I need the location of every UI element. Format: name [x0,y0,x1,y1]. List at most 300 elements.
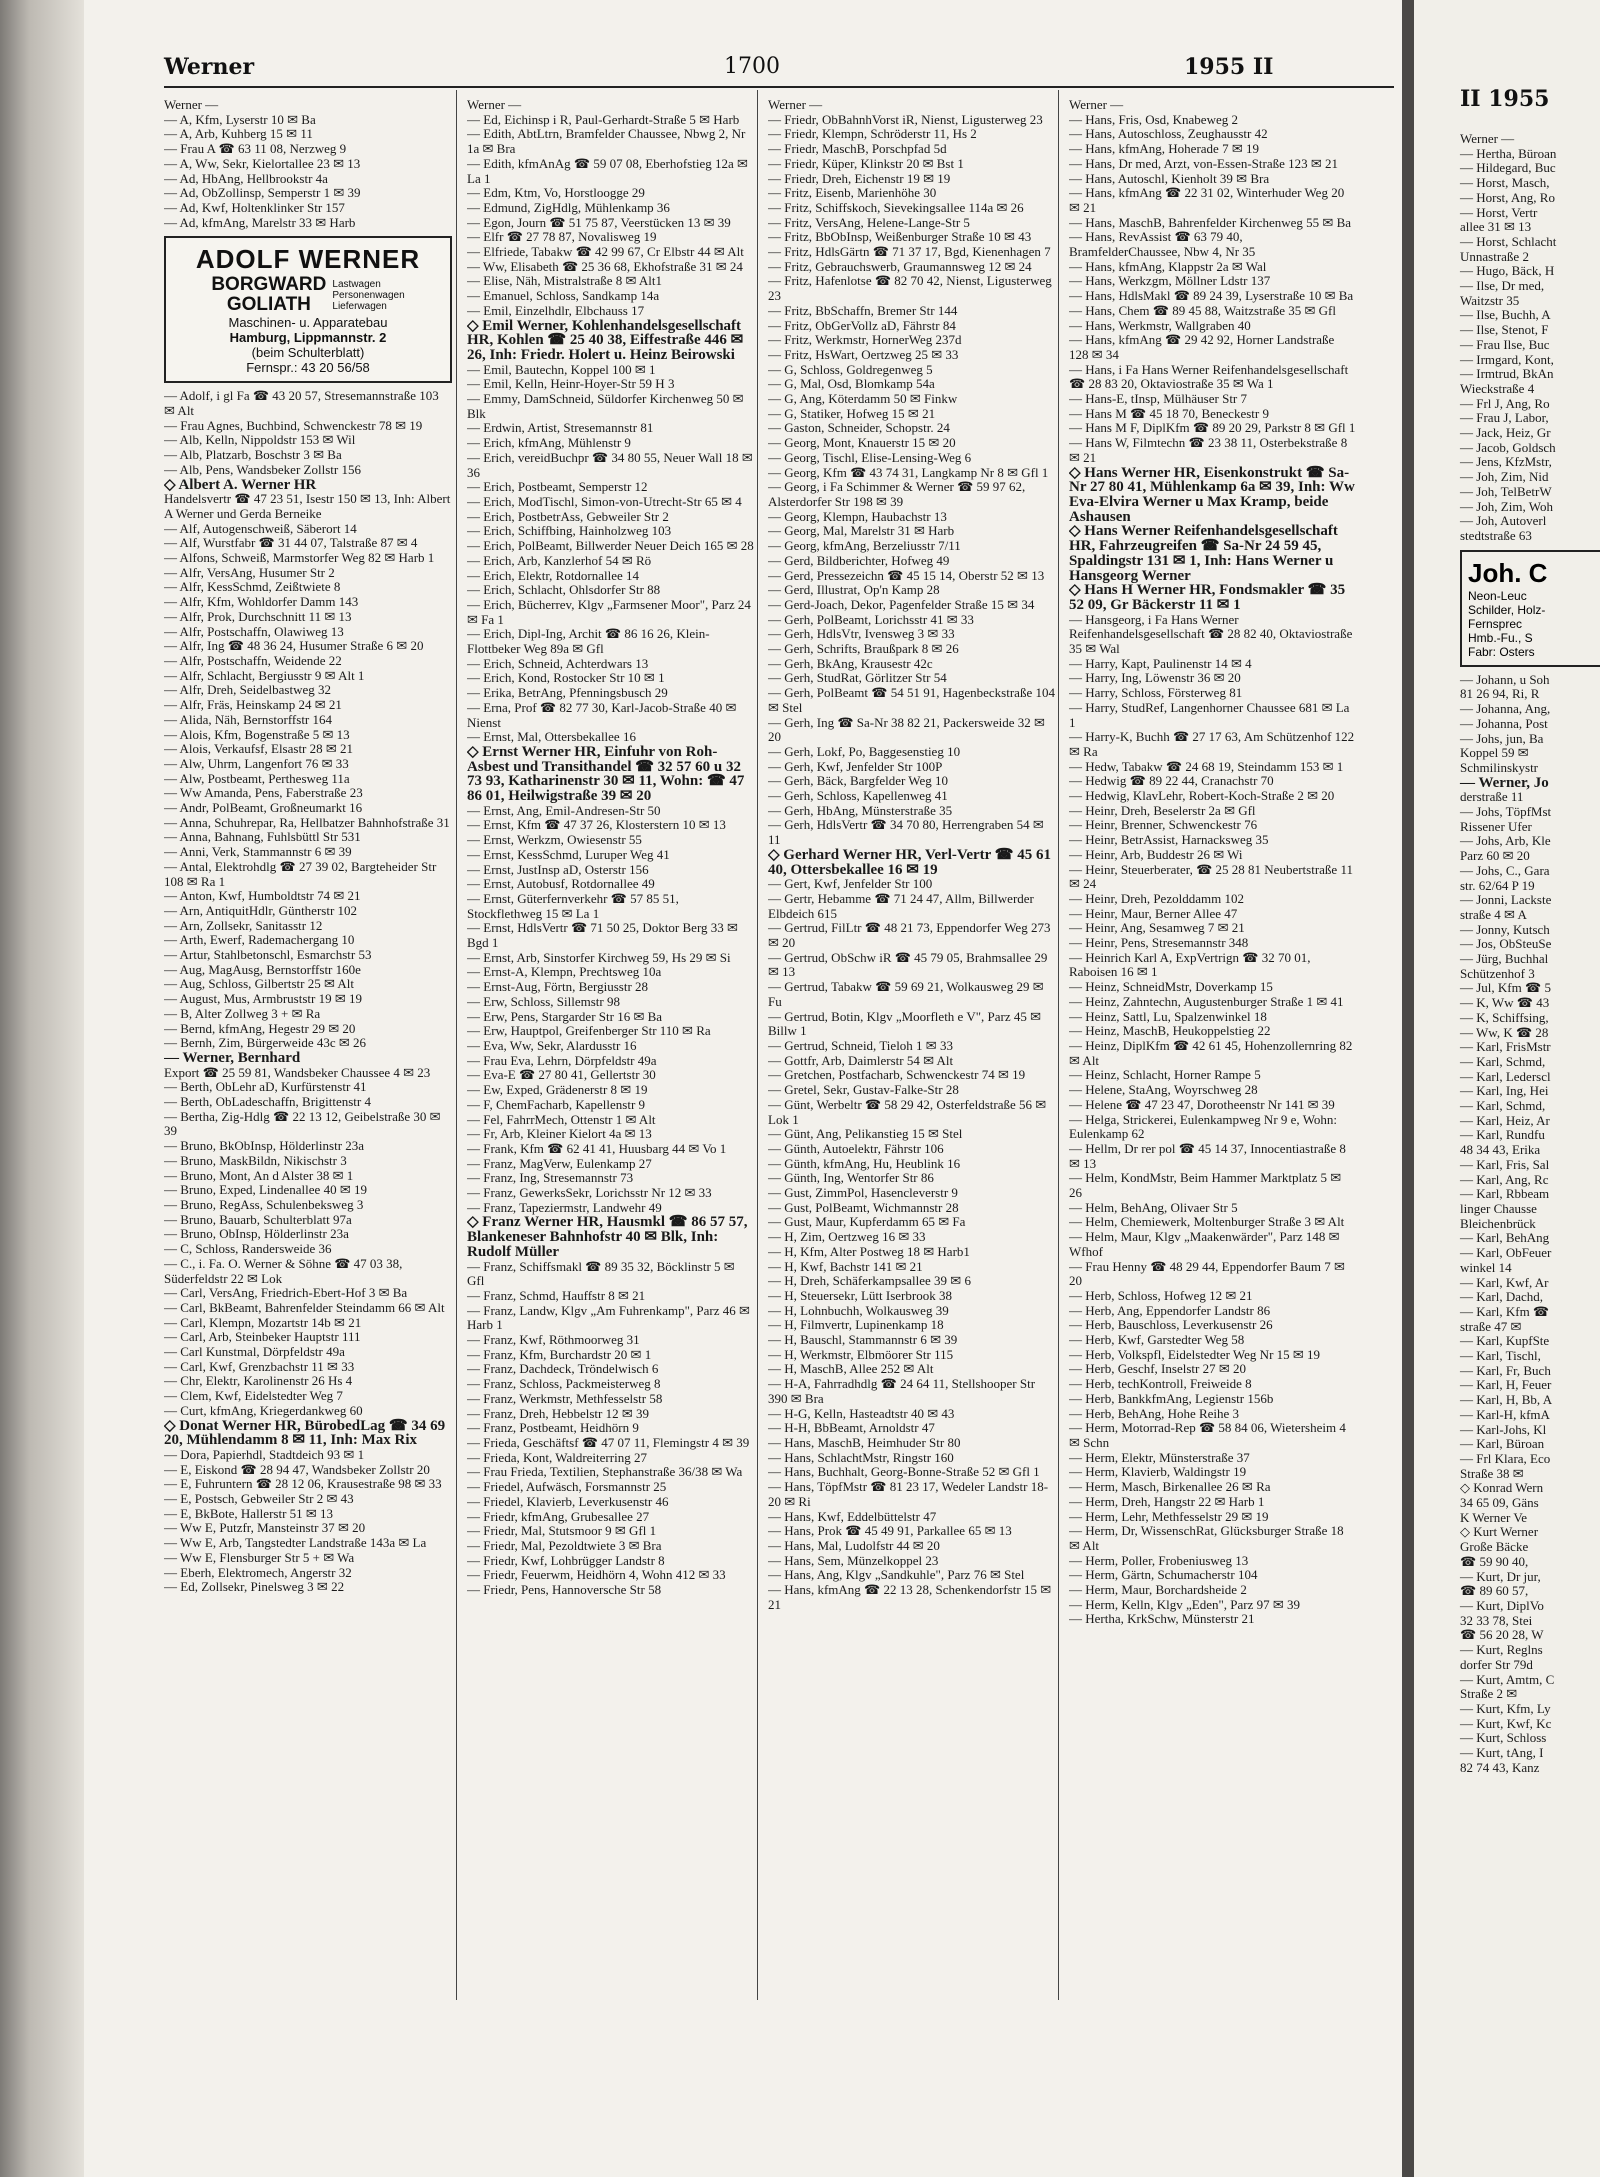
directory-entry: — Karl, ObFeuer [1460,1245,1552,1261]
directory-entry: — Jacob, Goldsch [1460,439,1556,455]
directory-entry: — Werner, Jo [1460,774,1549,791]
directory-entry: — Erw, Schloss, Sillemstr 98 [467,993,620,1009]
directory-entry: — Hans, RevAssist ☎ 63 79 40, BramfelderChaussee, Nbw 4, Nr 35 [1069,229,1256,260]
ad-brand-borgward: BORGWARD [211,274,327,296]
directory-entry: — Bruno, Bauarb, Schulterblatt 97a [164,1211,352,1227]
directory-entry: — Alf, Autogenschweiß, Säberort 14 [164,520,357,536]
directory-entry: — Erich, Bücherrev, Klgv „Farmsener Moor", Parz 24 ✉ Fa 1 [467,596,751,627]
directory-entry: — Georg, i Fa Schimmer & Werner ☎ 59 97 62, Alsterdorfer Str 198 ✉ 39 [768,479,1026,509]
directory-entry: Export ☎ 25 59 81, Wandsbeker Chaussee 4 ✉ 23 [164,1064,431,1080]
directory-entry: — Herb, BankkfmAng, Legienstr 156b [1069,1390,1274,1406]
directory-entry: — Herb, Kwf, Garstedter Weg 58 [1069,1332,1245,1348]
directory-entry: — Joh, Zim, Woh [1460,498,1553,514]
directory-entry: — Carl Kunstmal, Dörpfeldstr 49a [164,1344,345,1360]
directory-entry: — Heinr, Pens, Stresemannstr 348 [1069,935,1249,951]
directory-entry: — Frl Klara, Eco [1460,1450,1551,1466]
directory-entry: — Hans, Werkzgm, Möllner Ldstr 137 [1069,273,1271,289]
directory-entry: — H, Bauschl, Stammannstr 6 ✉ 39 [768,1332,958,1348]
directory-entry: — Ernst, HdlsVertr ☎ 71 50 25, Doktor Berg 33 ✉ Bgd 1 [467,920,738,951]
directory-entry: — Elise, Näh, Mistralstraße 8 ✉ Alt1 [467,273,663,289]
directory-entry: — Kurt, DiplVo [1460,1597,1544,1613]
ad-line: Fernsprec [1468,616,1523,631]
directory-entry: — Karl, FrisMstr [1460,1039,1551,1055]
column-divider [757,90,758,2000]
directory-entry: — Ww Amanda, Pens, Faberstraße 23 [164,785,363,801]
directory-entry: — Eberh, Elektromech, Angerstr 32 [164,1564,352,1580]
directory-entry: — Erich, Arb, Kanzlerhof 54 ✉ Rö [467,552,652,568]
entry-list [164,98,452,230]
directory-entry: — Kurt, Kfm, Ly [1460,1700,1551,1716]
directory-entry: — H, Lohnbuchh, Wolkausweg 39 [768,1302,949,1318]
directory-entry: — Ernst, Mal, Ottersbekallee 16 [467,729,636,745]
directory-entry: — Kurt, Dr jur, [1460,1568,1541,1584]
directory-entry: — H, Werkmstr, Elbmöorer Str 115 [768,1346,954,1362]
directory-entry: — Emanuel, Schloss, Sandkamp 14a [467,288,660,304]
directory-entry: Koppel 59 ✉ [1460,745,1529,761]
directory-entry: 48 34 43, Erika [1460,1142,1541,1158]
directory-entry: — Franz, Ing, Stresemannstr 73 [467,1170,634,1186]
column-divider [456,90,457,2000]
directory-entry: straße 4 ✉ A [1460,906,1527,922]
directory-entry: — Erich, Schlacht, Ohlsdorfer Str 88 [467,582,661,598]
directory-entry: — Gust, ZimmPol, Hasencleverstr 9 [768,1185,958,1201]
directory-entry: — Ilse, Dr med, [1460,278,1545,294]
directory-entry: — Heinz, Schlacht, Horner Rampe 5 [1069,1067,1261,1083]
directory-entry: — Friedel, Klavierb, Leverkusenstr 46 [467,1493,669,1509]
advertisement-adolf-werner [164,236,452,383]
directory-entry: — Jack, Heiz, Gr [1460,425,1551,441]
directory-entry: derstraße 11 [1460,789,1524,805]
ad-line: Fabr: Osters [1468,644,1535,659]
directory-entry: — Alfr, Prok, Durchschnitt 11 ✉ 13 [164,608,352,624]
directory-entry: Schützenhof 3 [1460,965,1535,981]
directory-entry: — Berth, ObLehr aD, Kurfürstenstr 41 [164,1079,367,1095]
directory-entry: — Johs, jun, Ba [1460,730,1544,746]
directory-entry: 82 74 43, Kanz [1460,1759,1540,1775]
directory-entry: — Joh, TelBetrW [1460,483,1552,499]
directory-entry: — E, BkBote, Hallerstr 51 ✉ 13 [164,1505,334,1521]
directory-entry: — Hugo, Bäck, H [1460,263,1555,279]
directory-entry: — Arn, Zollsekr, Sanitasstr 12 [164,917,323,933]
directory-entry: — Erich, PolBeamt, Billwerder Neuer Deich 165 ✉ 28 [467,538,754,554]
directory-entry: — Irmgard, Kont, [1460,351,1554,367]
directory-entry: — Johs, Arb, Kle [1460,833,1551,849]
directory-entry: — Bernh, Zim, Bürgerweide 43c ✉ 26 [164,1035,367,1051]
directory-entry: — Gerh, Bäck, Bargfelder Weg 10 [768,773,949,789]
ad-title: ADOLF WERNER [195,244,421,275]
directory-entry: — Hans, Mal, Ludolfstr 44 ✉ 20 [768,1537,940,1553]
entry-list [768,98,1056,1612]
directory-entry: — H, Kwf, Bachstr 141 ✉ 21 [768,1258,923,1274]
directory-entry: — Aug, MagAusg, Bernstorffstr 160e [164,961,361,977]
directory-entry: — Heinr, BetrAssist, Harnacksweg 35 [1069,832,1269,848]
directory-entry: — Gertrud, ObSchw iR ☎ 45 79 05, Brahmsallee 29 ✉ 13 [768,949,1048,980]
directory-entry: — Karl, Rbbeam [1460,1186,1550,1202]
directory-entry: — Heinr, Dreh, Beselerstr 2a ✉ Gfl [1069,802,1256,818]
directory-entry: — Fritz, Hafenlotse ☎ 82 70 42, Nienst, Ligusterweg 23 [768,273,1052,304]
directory-entry: — H, Filmvertr, Lupinenkamp 18 [768,1317,944,1333]
directory-entry: winkel 14 [1460,1259,1512,1275]
directory-entry: — Günth, Autoelektr, Fährstr 106 [768,1140,944,1156]
directory-entry: — Helm, BehAng, Olivaer Str 5 [1069,1199,1238,1215]
directory-entry: — Karl, Schmd, [1460,1053,1546,1069]
directory-entry: — Erich, Postbeamt, Semperstr 12 [467,479,648,495]
directory-entry: — Harry, Schloss, Försterweg 81 [1069,685,1243,701]
directory-entry: — Franz, Landw, Klgv „Am Fuhrenkamp", Parz 46 ✉ Harb 1 [467,1302,750,1333]
directory-entry: — Gertr, Hebamme ☎ 71 24 47, Allm, Billwerder Elbdeich 615 [768,890,1034,921]
directory-entry: Werner — [467,98,522,112]
column-divider [1058,90,1059,2000]
directory-entry: 34 65 09, Gäns [1460,1495,1539,1511]
directory-entry: — Friedr, ObBahnhVorst iR, Nienst, Ligusterweg 23 [768,111,1043,127]
directory-entry: — Friedr, Klempn, Schröderstr 11, Hs 2 [768,126,977,142]
directory-entry: — Hans, Prok ☎ 45 49 91, Parkallee 65 ✉ 13 [768,1523,1012,1539]
directory-entry: — Franz, Dachdeck, Tröndelwisch 6 [467,1361,659,1377]
header-rule [164,86,1394,88]
directory-entry: — Edm, Ktm, Vo, Horstloogge 29 [467,185,645,201]
directory-entry: — Erich, PostbetrAss, Gebweiler Str 2 [467,508,669,524]
directory-entry: — Karl, Tischl, [1460,1348,1541,1364]
directory-entry: — Gottfr, Arb, Daimlerstr 54 ✉ Alt [768,1052,954,1068]
directory-entry: — Frau Eva, Lehrn, Dörpfeldstr 49a [467,1052,657,1068]
directory-entry: — Frau J, Labor, [1460,410,1549,426]
directory-entry: — Karl, Kwf, Ar [1460,1274,1549,1290]
directory-entry: — Herb, Geschf, Inselstr 27 ✉ 20 [1069,1361,1246,1377]
directory-entry: — Erich, Schneid, Achterdwars 13 [467,655,649,671]
directory-entry: K Werner Ve [1460,1509,1528,1525]
directory-entry: — Hans, Ang, Klgv „Sandkuhle", Parz 76 ✉ Stel [768,1567,1025,1583]
directory-entry: — Erich, Kond, Rostocker Str 10 ✉ 1 [467,670,665,686]
directory-entry: — Frau Frieda, Textilien, Stephanstraße 36/38 ✉ Wa [467,1464,743,1480]
directory-entry: — Gretchen, Postfacharb, Schwenckestr 74 ✉ 19 [768,1067,1026,1083]
directory-entry: — Herb, Bauschloss, Leverkusenstr 26 [1069,1317,1273,1333]
directory-entry: — Horst, Schlacht [1460,233,1557,249]
directory-entry: — Karl, Rundfu [1460,1127,1545,1143]
directory-entry: — Gerd, Bildberichter, Hofweg 49 [768,552,950,568]
directory-entry: — Gertrud, Botin, Klgv „Moorfleth e V", Parz 45 ✉ Billw 1 [768,1008,1042,1039]
directory-entry: — Hedwig, KlavLehr, Robert-Koch-Straße 2 ✉ 20 [1069,788,1335,804]
directory-entry: — Ww E, Arb, Tangstedter Landstraße 143a ✉ La [164,1535,427,1551]
entry-list [1069,98,1357,1627]
directory-entry: — Hedwig ☎ 89 22 44, Cranachstr 70 [1069,773,1274,789]
directory-entry: — Anna, Schuhrepar, Ra, Hellbatzer Bahnhofstraße 31 [164,814,450,830]
directory-entry: — Alida, Näh, Bernstorffstr 164 [164,711,333,727]
directory-entry: Große Bäcke [1460,1539,1529,1555]
directory-entry: — Hans, kfmAng ☎ 22 31 02, Winterhuder Weg 20 ✉ 21 [1069,185,1345,215]
directory-entry: — Karl, Fris, Sal [1460,1156,1550,1172]
directory-entry: — Alfr, Postschaffn, Weidende 22 [164,652,342,668]
directory-entry: Handelsvertr ☎ 47 23 51, Isestr 150 ✉ 13, Inh: Albert A Werner und Gerda Berneike [164,491,451,521]
entry-list [1460,673,1600,1776]
directory-entry: — G, Mal, Osd, Blomkamp 54a [768,376,935,392]
directory-entry: — Ww E, Flensburger Str 5 + ✉ Wa [164,1549,355,1565]
directory-entry: — Franz, Kfm, Burchardstr 20 ✉ 1 [467,1346,652,1362]
directory-entry: — Alfr, Schlacht, Bergiusstr 9 ✉ Alt 1 [164,667,365,683]
directory-entry: — Helga, Strickerei, Eulenkampweg Nr 9 e, Wohn: Eulenkamp 62 [1069,1111,1338,1142]
directory-entry: — Fritz, BbSchaffn, Bremer Str 144 [768,302,958,318]
ad-line: Hmb.-Fu., S [1468,630,1533,645]
directory-entry: — H, MaschB, Allee 252 ✉ Alt [768,1361,934,1377]
directory-entry: — Karl, Dachd, [1460,1289,1544,1305]
directory-entry: — Hans, HdlsMakl ☎ 89 24 39, Lyserstraße 10 ✉ Ba [1069,288,1354,304]
directory-entry: — Gaston, Schneider, Schopstr. 24 [768,420,950,436]
directory-entry: — Erich, ModTischl, Simon-von-Utrecht-Str 65 ✉ 4 [467,493,742,509]
directory-entry: — Friedr, Mal, Stutsmoor 9 ✉ Gfl 1 [467,1523,657,1539]
directory-entry: — Günt, Ang, Pelikanstieg 15 ✉ Stel [768,1126,963,1142]
directory-entry: — Carl, Arb, Steinbeker Hauptstr 111 [164,1329,361,1345]
directory-entry: — Harry, Kapt, Paulinenstr 14 ✉ 4 [1069,655,1252,671]
directory-entry: ☎ 56 20 28, W [1460,1627,1544,1643]
directory-entry: — Johs, C., Gara [1460,862,1550,878]
directory-entry: — Edmund, ZigHdlg, Mühlenkamp 36 [467,199,670,215]
directory-entry: — Hans, Werkmstr, Wallgraben 40 [1069,317,1251,333]
directory-entry: — Ad, HbAng, Hellbrookstr 4a [164,170,328,186]
directory-entry: Bleichenbrück [1460,1215,1536,1231]
directory-entry: — Helm, Chemiewerk, Moltenburger Straße 3 ✉ Alt [1069,1214,1345,1230]
directory-entry: Parz 60 ✉ 20 [1460,848,1530,864]
directory-entry: — E, Fuhruntern ☎ 28 12 06, Krausestraße 98 ✉ 33 [164,1476,442,1492]
directory-entry: ◇ Emil Werner, Kohlenhandelsgesellschaft HR, Kohlen ☎ 25 40 38, Eiffestraße 446 ✉ 26, Inh: Friedr. Holert u. Heinz Beirowski [467,317,744,363]
directory-entry: — Alois, Kfm, Bogenstraße 5 ✉ 13 [164,726,350,742]
directory-entry: — Ad, ObZollinsp, Semperstr 1 ✉ 39 [164,185,361,201]
directory-entry: — Anton, Kwf, Humboldtstr 74 ✉ 21 [164,888,361,904]
directory-entry: — Friedr, Mal, Pezoldtwiete 3 ✉ Bra [467,1537,662,1553]
directory-entry: — Gust, PolBeamt, Wichmannstr 28 [768,1199,959,1215]
directory-entry: — Alb, Platzarb, Boschstr 3 ✉ Ba [164,447,342,463]
directory-entry: — Hans, Fris, Osd, Knabeweg 2 [1069,111,1238,127]
directory-entry: — Frau Ilse, Buc [1460,336,1550,352]
directory-entry: — Dora, Papierhdl, Stadtdeich 93 ✉ 1 [164,1446,365,1462]
directory-entry: — Gerh, PolBeamt ☎ 54 51 91, Hagenbeckstraße 104 ✉ Stel [768,685,1055,715]
directory-entry: — Bruno, ObInsp, Hölderlinstr 23a [164,1226,349,1242]
directory-entry: — Karl, Heiz, Ar [1460,1112,1550,1128]
directory-entry: — Franz, Dreh, Hebbelstr 12 ✉ 39 [467,1405,650,1421]
directory-entry: — Erich, vereidBuchpr ☎ 34 80 55, Neuer Wall 18 ✉ 36 [467,449,753,480]
directory-entry: — Erich, Elektr, Rotdornallee 14 [467,567,640,583]
directory-entry: — Jonny, Kutsch [1460,921,1550,937]
directory-entry: — Ernst-A, Klempn, Prechtsweg 10a [467,964,662,980]
directory-entry: — Harry-K, Buchh ☎ 27 17 63, Am Schützenhof 122 ✉ Ra [1069,729,1355,759]
directory-entry: — Johann, u Soh [1460,671,1550,687]
directory-entry: — H, Zim, Oertzweg 16 ✉ 33 [768,1229,926,1245]
directory-entry: — Alfr, Ing ☎ 48 36 24, Husumer Straße 6 ✉ 20 [164,638,424,654]
directory-entry: ◇ Franz Werner HR, Hausmkl ☎ 86 57 57, Blankeneser Bahnhofstr 40 ✉ Blk, Inh: Rudolf Müller [467,1214,748,1260]
directory-entry: — Hans, SchlachtMstr, Ringstr 160 [768,1449,954,1465]
directory-entry: — Karl, Fr, Buch [1460,1362,1551,1378]
directory-entry: Straße 38 ✉ [1460,1465,1524,1481]
directory-entry: — Fritz, HsWart, Oertzweg 25 ✉ 33 [768,346,959,362]
directory-entry: — Helene ☎ 47 23 47, Dorotheenstr Nr 141 ✉ 39 [1069,1096,1335,1112]
directory-entry: — Johs, TöpfMst [1460,804,1552,820]
directory-entry: — Arth, Ewerf, Rademachergang 10 [164,932,355,948]
directory-entry: — Carl, BkBeamt, Bahrenfelder Steindamm 66 ✉ Alt [164,1299,445,1315]
directory-entry: — Kurt, Schloss [1460,1730,1547,1746]
directory-entry: — Hellm, Dr rer pol ☎ 45 14 37, Innocentiastraße 8 ✉ 13 [1069,1140,1346,1171]
directory-entry: — Karl, Schmd, [1460,1098,1546,1114]
directory-entry: — Adolf, i gl Fa ☎ 43 20 57, Stresemannstraße 103 ✉ Alt [164,388,439,419]
directory-entry: — Frank, Kfm ☎ 62 41 41, Huusbarg 44 ✉ Vo 1 [467,1140,727,1156]
column-2 [467,98,755,2008]
directory-entry: — Elfriede, Tabakw ☎ 42 99 67, Cr Elbstr 44 ✉ Alt [467,244,744,260]
directory-entry: — Horst, Vertr [1460,204,1538,220]
ad-kind: Lastwagen [332,278,381,290]
directory-entry: — G, Ang, Köterdamm 50 ✉ Finkw [768,391,958,407]
directory-entry: ◇ Hans Werner HR, Eisenkonstrukt ☎ Sa-Nr 27 80 41, Mühlenkamp 6a ✉ 39, Inh: Ww Eva-Elvira Werner u Max Kramp, beide Ashausen [1069,464,1355,525]
directory-entry: — Hans, Sem, Münzelkoppel 23 [768,1552,939,1568]
directory-entry: — Erich, kfmAng, Mühlenstr 9 [467,435,631,451]
directory-entry: Waitzstr 35 [1460,292,1520,308]
directory-entry: — H, Kfm, Alter Postweg 18 ✉ Harb1 [768,1243,970,1259]
directory-entry: — Joh, Autoverl [1460,513,1547,529]
directory-entry: — Hans, kfmAng, Klappstr 2a ✉ Wal [1069,258,1267,274]
directory-entry: — Alf, Wurstfabr ☎ 31 44 07, Talstraße 87 ✉ 4 [164,535,418,551]
directory-entry: — C, Schloss, Randersweide 36 [164,1241,332,1257]
directory-entry: — Horst, Ang, Ro [1460,189,1555,205]
directory-entry: — Günth, Ing, Wentorfer Str 86 [768,1170,934,1186]
running-head-year: 1955 II [1184,54,1274,80]
directory-entry: — Jürg, Buchhal [1460,951,1549,967]
running-head-name: Werner [164,54,255,80]
directory-entry: Werner — [164,98,219,112]
directory-entry: — Herm, Motorrad-Rep ☎ 58 84 06, Wietersheim 4 ✉ Schn [1069,1420,1346,1450]
column-3 [768,98,1056,2008]
directory-entry: — Alb, Pens, Wandsbeker Zollstr 156 [164,461,361,477]
directory-entry: — Bertha, Zig-Hdlg ☎ 22 13 12, Geibelstraße 30 ✉ 39 [164,1108,441,1139]
directory-entry: — Gerh, Schloss, Kapellenweg 41 [768,788,948,804]
directory-entry: — Emil, Kelln, Heinr-Hoyer-Str 59 H 3 [467,376,675,392]
column-1 [164,98,452,2008]
directory-entry: — Emmy, DamSchneid, Süldorfer Kirchenweg 50 ✉ Blk [467,391,744,421]
directory-entry: — Friedr, Feuerwm, Heidhörn 4, Wohn 412 ✉ 33 [467,1567,726,1583]
directory-entry: — Herm, Lehr, Methfesselstr 29 ✉ 19 [1069,1508,1269,1524]
directory-entry: — Hans, kfmAng ☎ 22 13 28, Schenkendorfstr 15 ✉ 21 [768,1582,1052,1612]
directory-entry: — Heinr, Arb, Buddestr 26 ✉ Wi [1069,846,1243,862]
directory-entry: ◇ Hans Werner Reifenhandelsgesellschaft HR, Fahrzeugreifen ☎ Sa-Nr 24 59 45, Spaldingstr 131 ✉ 1, Inh: Hans Werner u Hansgeorg Werner [1069,523,1338,584]
directory-entry: — Berth, ObLadeschaffn, Brigittenstr 4 [164,1094,371,1110]
directory-entry: — Alfr, Fräs, Heinskamp 24 ✉ 21 [164,697,342,713]
directory-entry: ◇ Gerhard Werner HR, Verl-Vertr ☎ 45 61 40, Ottersbekallee 16 ✉ 19 [768,846,1051,878]
directory-entry: — Heinr, Ang, Sesamweg 7 ✉ 21 [1069,920,1245,936]
directory-entry: — A, Kfm, Lyserstr 10 ✉ Ba [164,111,316,127]
directory-entry: — Herm, Gärtn, Schumacherstr 104 [1069,1567,1258,1583]
directory-entry: — Karl-Johs, Kl [1460,1421,1547,1437]
directory-entry: — Herb, Ang, Eppendorfer Landstr 86 [1069,1302,1271,1318]
directory-entry: — Gerh, Lokf, Po, Baggesenstieg 10 [768,743,961,759]
ad-line: Maschinen- u. Apparatebau [228,315,388,331]
directory-entry: — Elfr ☎ 27 78 87, Novalisweg 19 [467,229,657,245]
directory-entry: — Hans, kfmAng ☎ 29 42 92, Horner Landstraße 128 ✉ 34 [1069,332,1335,362]
directory-entry: — Hedw, Tabakw ☎ 24 68 19, Steindamm 153 ✉ 1 [1069,758,1344,774]
directory-entry: — Karl, Lederscl [1460,1068,1551,1084]
directory-entry: — Gerh, HdlsVertr ☎ 34 70 80, Herrengraben 54 ✉ 11 [768,817,1044,848]
running-head-right: II 1955 [1460,86,1550,112]
directory-entry: — Alw, Uhrm, Langenfort 76 ✉ 33 [164,755,349,771]
directory-entry: linger Chausse [1460,1201,1537,1216]
book-gutter [1402,0,1414,2177]
directory-entry: — Fel, FahrrMech, Ottenstr 1 ✉ Alt [467,1111,656,1127]
directory-entry: — Karl, Ing, Hei [1460,1083,1549,1099]
directory-entry: — Artur, Stahlbetonschl, Esmarchstr 53 [164,947,372,963]
directory-entry: — Frau Henny ☎ 48 29 44, Eppendorfer Baum 7 ✉ 20 [1069,1258,1345,1289]
right-column [1460,132,1600,1775]
directory-entry: — August, Mus, Armbruststr 19 ✉ 19 [164,991,362,1007]
directory-entry: — Friedr, Kwf, Lohbrügger Landstr 8 [467,1552,665,1568]
directory-entry: — Franz, GewerksSekr, Lorichsstr Nr 12 ✉ 33 [467,1185,712,1201]
directory-entry: — E, Eiskond ☎ 28 94 47, Wandsbeker Zollstr 20 [164,1461,430,1477]
directory-entry: — Ernst-Aug, Förtn, Bergiusstr 28 [467,979,649,995]
advertisement-joh [1460,550,1600,667]
ad-line: Schilder, Holz- [1468,602,1546,617]
directory-entry: — A, Ww, Sekr, Kielortallee 23 ✉ 13 [164,155,361,171]
directory-entry: — Gert, Kwf, Jenfelder Str 100 [768,876,933,892]
directory-entry: — Herb, Volkspfl, Eidelstedter Weg Nr 15 ✉ 19 [1069,1346,1321,1362]
directory-entry: — Harry, Ing, Löwenstr 36 ✉ 20 [1069,670,1241,686]
directory-entry: — Gertrud, Schneid, Tieloh 1 ✉ 33 [768,1038,953,1053]
directory-entry: — Heinz, DiplKfm ☎ 42 61 45, Hohenzollernring 82 ✉ Alt [1069,1038,1353,1068]
directory-entry: — Heinr, Brenner, Schwenckestr 76 [1069,817,1258,833]
directory-entry: — Eva-E ☎ 27 80 41, Gellertstr 30 [467,1067,656,1083]
directory-entry: — Gerh, Ing ☎ Sa-Nr 38 82 21, Packersweide 32 ✉ 20 [768,714,1045,745]
directory-entry: — Herb, techKontroll, Freiweide 8 [1069,1376,1252,1392]
ad-title: Joh. C [1468,557,1548,588]
directory-entry: — Johanna, Ang, [1460,701,1551,717]
directory-entry: — Alois, Verkaufsf, Elsastr 28 ✉ 21 [164,741,354,757]
directory-entry: ◇ Albert A. Werner HR [164,476,317,493]
directory-entry: — Bernd, kfmAng, Hegestr 29 ✉ 20 [164,1020,356,1036]
directory-entry: — Franz, Werkmstr, Methfesselstr 58 [467,1390,663,1406]
directory-entry: — Curt, kfmAng, Kriegerdankweg 60 [164,1402,363,1418]
directory-entry: — Heinrich Karl A, ExpVertrign ☎ 32 70 01, Raboisen 16 ✉ 1 [1069,949,1311,980]
directory-entry: — Erw, Hauptpol, Greifenberger Str 110 ✉ Ra [467,1023,711,1039]
directory-entry: — Karl, BehAng [1460,1230,1550,1246]
directory-entry: — A, Arb, Kuhberg 15 ✉ 11 [164,126,313,142]
directory-entry: — Karl-H, kfmA [1460,1406,1550,1422]
directory-entry: — H-H, BbBeamt, Arnoldstr 47 [768,1420,935,1436]
ad-brand-row [172,275,444,315]
directory-entry: — Kurt, tAng, I [1460,1745,1544,1761]
directory-entry: — Johanna, Post [1460,715,1548,731]
directory-entry: — Ww E, Putzfr, Mansteinstr 37 ✉ 20 [164,1520,366,1536]
directory-entry: — Karl, Kfm ☎ [1460,1303,1550,1319]
directory-page-left [84,0,1402,2177]
directory-entry: — Heinr, Maur, Berner Allee 47 [1069,905,1238,921]
directory-entry: — Ernst, Kfm ☎ 47 37 26, Klosterstern 10 ✉ 13 [467,817,726,833]
column-4 [1069,98,1357,2008]
directory-entry: — Franz, Kwf, Röthmoorweg 31 [467,1332,640,1348]
directory-entry: — Hertha, Büroan [1460,145,1557,161]
directory-entry: — Hans, Autoschloss, Zeughausstr 42 [1069,126,1268,142]
directory-entry: — Hans, MaschB, Bahrenfelder Kirchenweg 55 ✉ Ba [1069,214,1352,230]
directory-entry: — Georg, Mal, Marelstr 31 ✉ Harb [768,523,955,539]
directory-entry: — Fr, Arb, Kleiner Kielort 4a ✉ 13 [467,1126,652,1142]
directory-entry: — Alfr, Dreh, Seidelbastweg 32 [164,682,332,698]
directory-entry: — Bruno, BkObInsp, Hölderlinstr 23a [164,1138,365,1154]
directory-entry: — Bruno, RegAss, Schulenbeksweg 3 [164,1197,364,1212]
directory-entry: — Alfr, KessSchmd, Zeißtwiete 8 [164,579,341,595]
directory-entry: — Herm, Maur, Borchardsheide 2 [1069,1582,1247,1598]
directory-entry: stedtstraße 63 [1460,527,1532,543]
directory-entry: — Carl, Klempn, Mozartstr 14b ✉ 21 [164,1314,362,1330]
directory-entry: str. 62/64 P 19 [1460,877,1535,893]
directory-entry: — Gerh, HbAng, Münsterstraße 35 [768,802,953,818]
directory-entry: — Jens, KfzMstr, [1460,454,1552,470]
page-edge-left [0,0,84,2177]
ad-line: Neon-Leuc [1468,588,1527,603]
directory-entry: — Franz, Schiffsmakl ☎ 89 35 32, Böcklinstr 5 ✉ Gfl [467,1258,735,1289]
directory-entry: — Helm, Maur, Klgv „Maakenwärder", Parz 148 ✉ Wfhof [1069,1229,1340,1259]
directory-entry: — Herb, BehAng, Hohe Reihe 3 [1069,1405,1240,1421]
directory-entry: — Frau A ☎ 63 11 08, Nerzweg 9 [164,141,347,157]
